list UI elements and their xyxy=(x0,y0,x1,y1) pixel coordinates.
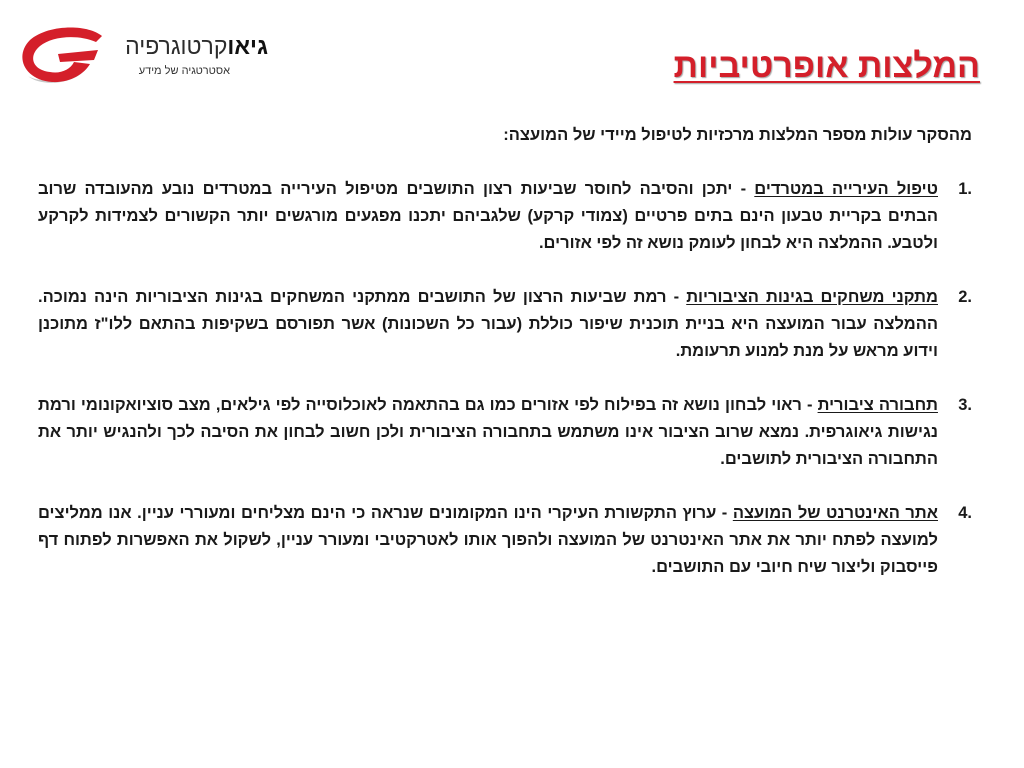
recommendations-list xyxy=(38,176,972,581)
list-item-separator: - xyxy=(732,180,755,198)
list-item-separator: - xyxy=(716,504,733,522)
list-item-title: טיפול העירייה במטרדים xyxy=(754,180,938,198)
list-item-number: 4. xyxy=(958,504,972,522)
slide-content xyxy=(38,122,972,608)
list-item-number: 2. xyxy=(958,288,972,306)
list-item xyxy=(38,176,972,257)
list-item-body: ערוץ התקשורת העיקרי הינו המקומונים שנראה כי הינם מצליחים ומעוררי עניין. אנו ממליצים למועצה לפתח יותר את אתר האינטרנט של המועצה ולהפוך אותו לאטרקטיבי ומעורר עניין, לשקול את האפשרות לפתוח דף פייסבוק וליצור שיח חיובי עם התושבים. xyxy=(38,504,938,576)
logo-name: גיאוקרטוגרפיה xyxy=(125,33,268,59)
list-item xyxy=(38,392,972,473)
list-item-body: יתכן והסיבה לחוסר שביעות רצון התושבים מטיפול העירייה במטרדים נובע מהעובדה שרוב הבתים בקריית טבעון הינם בתים פרטיים (צמודי קרקע) שלגביהם יתכנו מפגעים מורגשים יותר הקשורים לצמידות לקרקע ולטבע. ההמלצה היא לבחון לעומק נושא זה לפי אזורים. xyxy=(38,180,938,252)
list-item-body: ראוי לבחון נושא זה בפילוח לפי אזורים כמו גם בהתאמה לאוכלוסייה לפי גילאים, מצב סוציואקונומי ורמת נגישות גיאוגרפית. נמצא שרוב הציבור אינו משתמש בתחבורה הציבורית ולכן חשוב לבחון את הסיבה לכך ולהנגיש יותר את התחבורה הציבורית לתושבים. xyxy=(38,396,938,468)
list-item-separator: - xyxy=(666,288,687,306)
list-item xyxy=(38,284,972,365)
list-item-body: רמת שביעות הרצון של התושבים ממתקני המשחקים בגינות הציבוריות הינה נמוכה. ההמלצה עבור המועצה היא בניית תוכנית שיפור כוללת (עבור כל השכונות) אשר תפורסם בשקיפות בהתאם ללו"ז מתוכנן וידוע מראש על מנת למנוע תרעומת. xyxy=(38,288,938,360)
page-title: המלצות אופרטיביות xyxy=(673,47,980,85)
list-item-title: מתקני משחקים בגינות הציבוריות xyxy=(686,288,938,306)
list-item-title: תחבורה ציבורית xyxy=(817,396,938,414)
logo-tagline: אסטרטגיה של מידע xyxy=(138,65,230,77)
list-item-title: אתר האינטרנט של המועצה xyxy=(732,504,938,522)
intro-text: מהסקר עולות מספר המלצות מרכזיות לטיפול מיידי של המועצה: xyxy=(503,126,972,144)
list-item-number: 3. xyxy=(958,396,972,414)
list-item xyxy=(38,500,972,581)
logo-wordmark xyxy=(108,32,268,78)
company-logo xyxy=(18,26,268,90)
logo-swoosh-icon xyxy=(18,26,106,88)
list-item-separator: - xyxy=(801,396,818,414)
list-item-number: 1. xyxy=(958,180,972,198)
